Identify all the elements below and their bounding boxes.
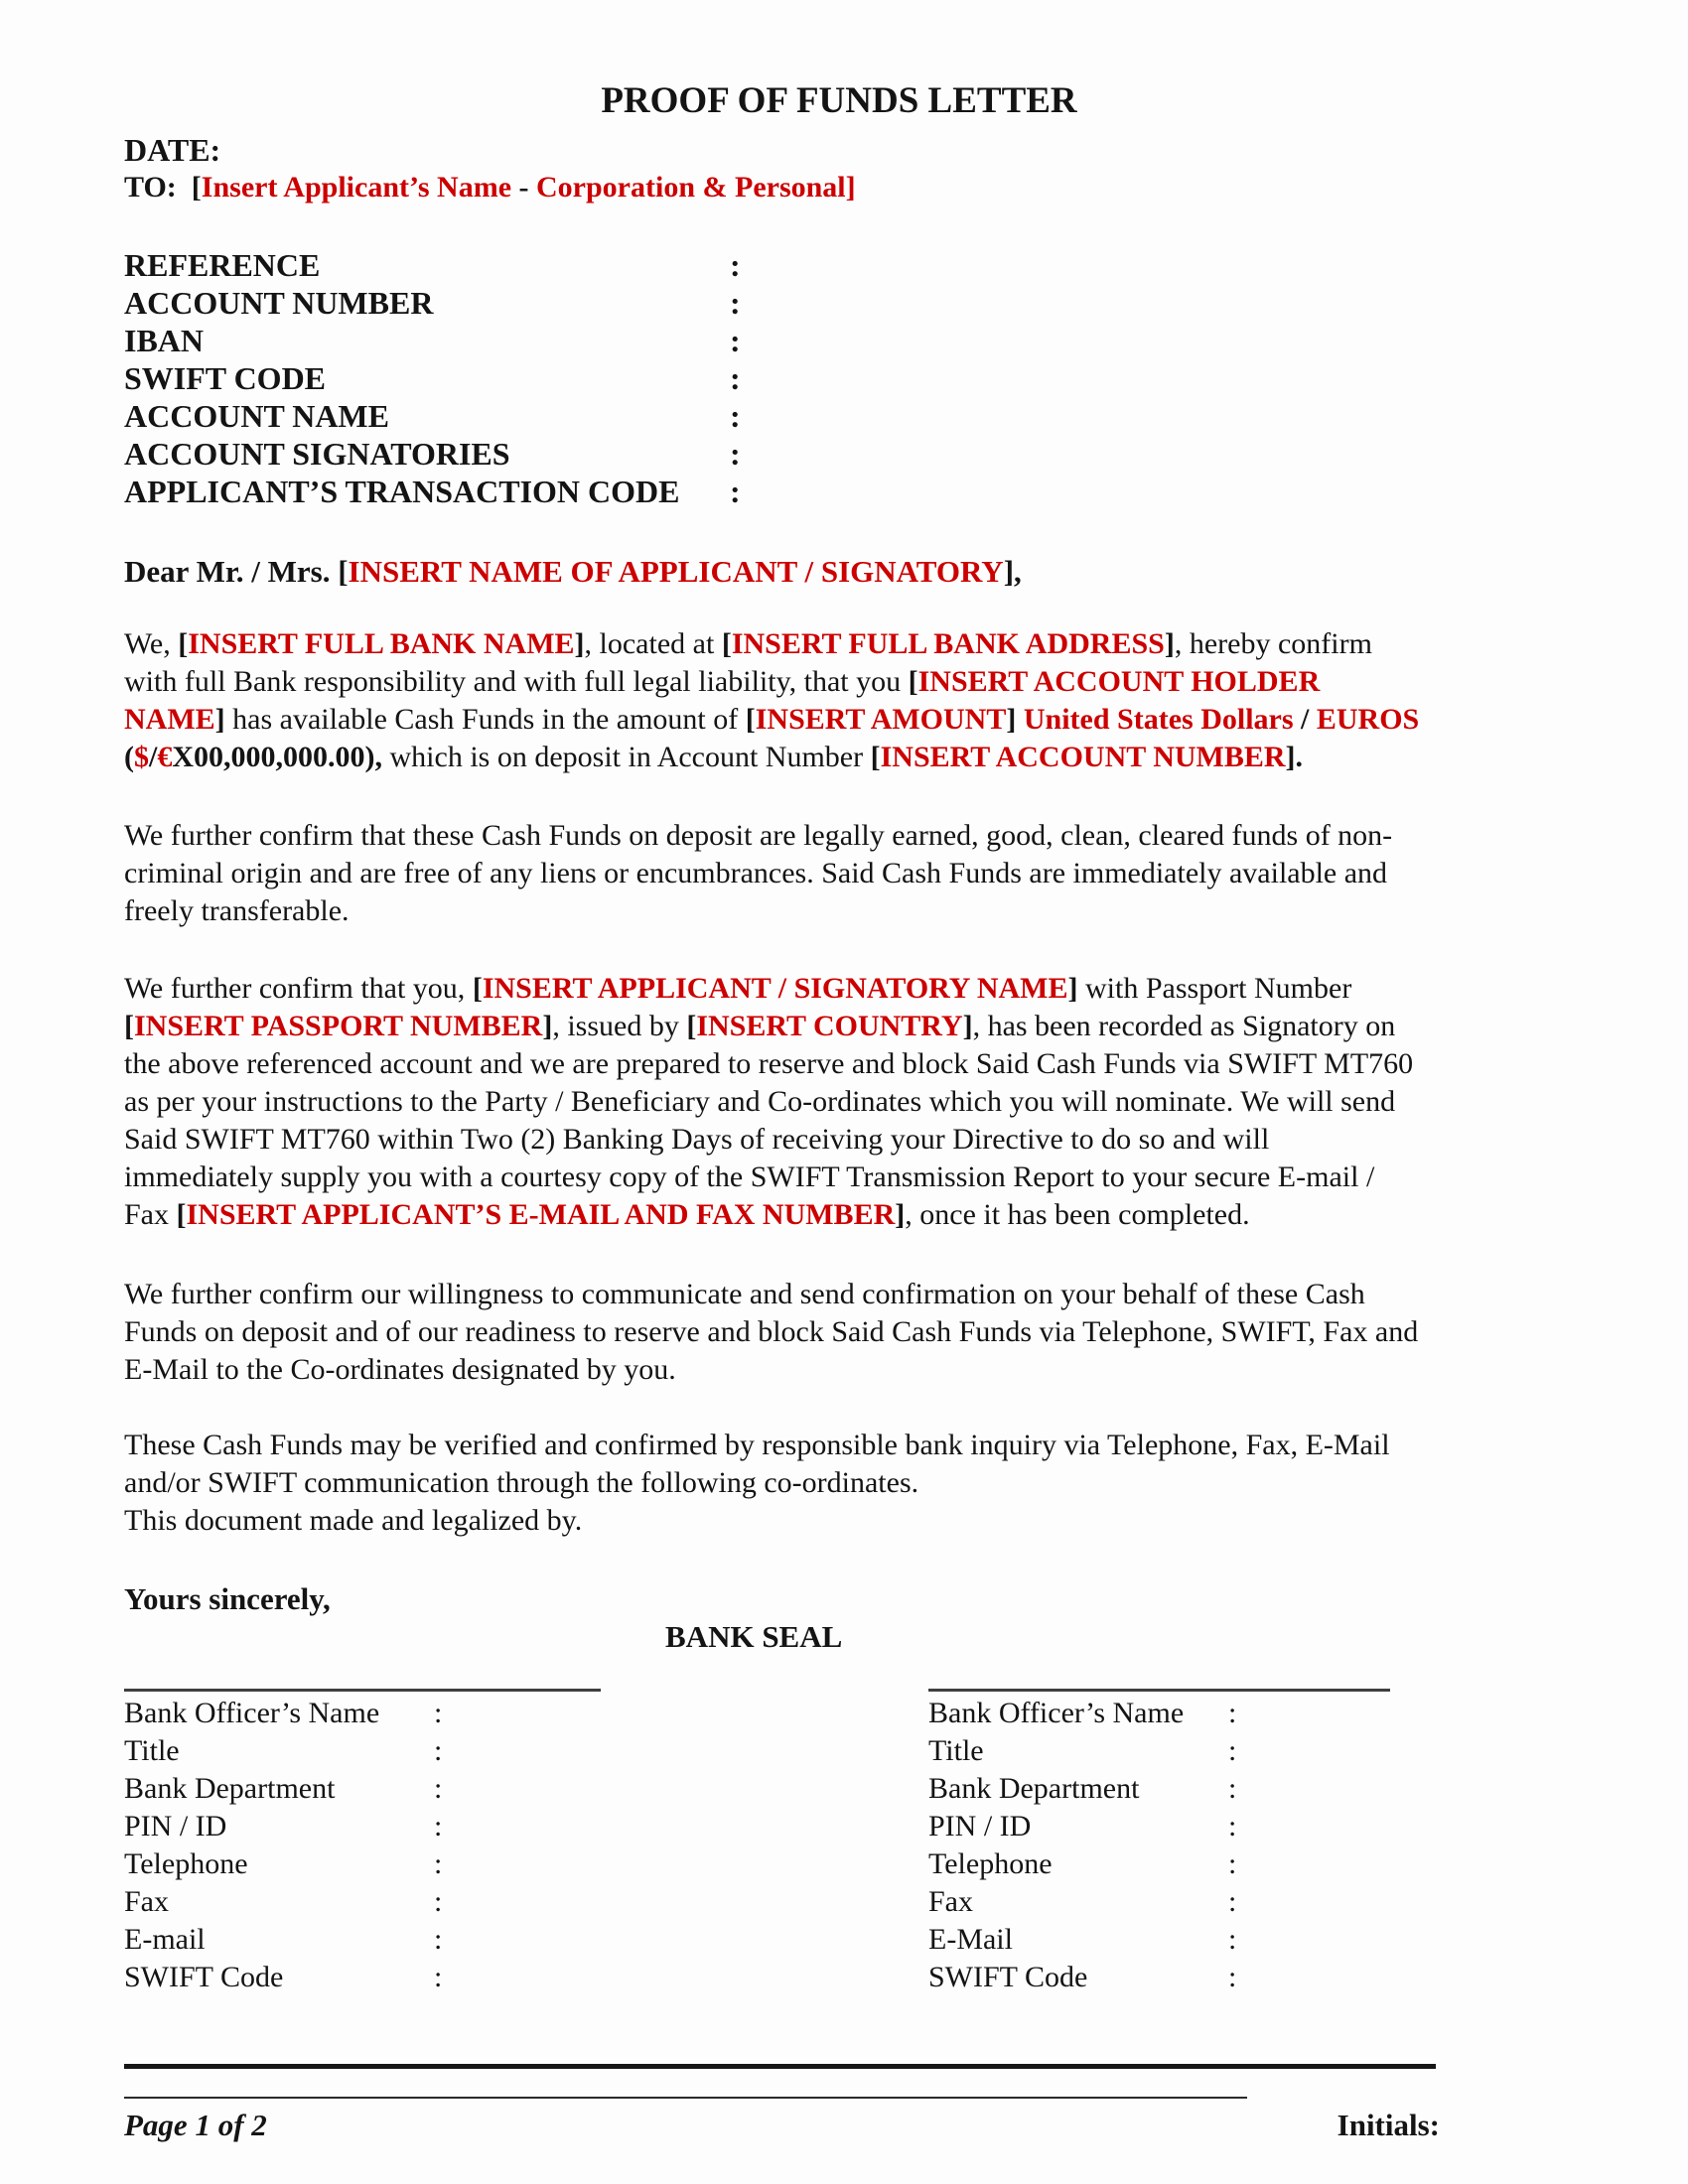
text-line: ($/€X00,000,000.00), which is on deposit in Account Number [INSERT ACCOUNT NUMBER]. [124, 741, 1304, 773]
text-line: Fax [INSERT APPLICANT’S E-MAIL AND FAX NUMBER], once it has been completed. [124, 1198, 1250, 1231]
field-row [124, 473, 1554, 510]
field-colon: : [730, 360, 741, 396]
field-row [124, 1695, 928, 1732]
bottom-rule-thick [124, 2064, 1436, 2069]
field-colon: : [730, 247, 741, 283]
text-line: Said SWIFT MT760 within Two (2) Banking Days of receiving your Directive to do so and will [124, 1123, 1270, 1156]
field-colon: : [730, 474, 741, 509]
yours-sincerely-line: Yours sincerely, [124, 1581, 331, 1616]
bank-seal-label: BANK SEAL [665, 1619, 843, 1654]
field-colon: : [730, 398, 741, 434]
field-label: Bank Officer’s Name [928, 1697, 1185, 1729]
bank-officer-right-column [928, 1695, 1236, 1996]
field-row [928, 1695, 1236, 1732]
field-row [928, 1808, 1236, 1845]
text-line: Funds on deposit and of our readiness to reserve and block Said Cash Funds via Telephone, SWIFT, Fax and [124, 1315, 1419, 1348]
text-line: freely transferable. [124, 894, 350, 927]
field-colon: : [434, 1847, 443, 1880]
field-colon: : [1228, 1923, 1237, 1956]
text-line: Dear Mr. / Mrs. [INSERT NAME OF APPLICANT / SIGNATORY], [124, 554, 1022, 589]
text-line: This document made and legalized by. [124, 1504, 583, 1537]
field-label: ACCOUNT NAME [124, 398, 389, 434]
field-label: ACCOUNT NUMBER [124, 285, 434, 321]
text-line: criminal origin and are free of any liens or encumbrances. Said Cash Funds are immediately available and [124, 857, 1388, 889]
text-line: the above referenced account and we are prepared to reserve and block Said Cash Funds via SWIFT MT760 [124, 1047, 1414, 1080]
field-label: REFERENCE [124, 247, 321, 283]
field-colon: : [1228, 1810, 1237, 1843]
text-line: We further confirm that you, [INSERT APPLICANT / SIGNATORY NAME] with Passport Number [124, 972, 1352, 1005]
field-row [124, 1845, 928, 1883]
field-row [928, 1921, 1236, 1959]
text-line: We further confirm our willingness to communicate and send confirmation on your behalf of these Cash [124, 1278, 1365, 1310]
initials-label: Initials: [1336, 2108, 1440, 2142]
field-row [124, 1921, 928, 1959]
field-label: Bank Department [928, 1772, 1140, 1805]
field-label: Fax [124, 1885, 169, 1918]
field-colon: : [434, 1961, 443, 1993]
page-number-label: Page 1 of 2 [124, 2108, 267, 2142]
field-colon: : [434, 1885, 443, 1918]
field-colon: : [730, 285, 741, 321]
field-row [124, 1732, 928, 1770]
paragraph-signatory-swift [124, 970, 1554, 1234]
field-row [928, 1883, 1236, 1921]
field-colon: : [1228, 1961, 1237, 1993]
field-label: SWIFT CODE [124, 360, 327, 396]
field-label: Fax [928, 1885, 973, 1918]
field-colon: : [1228, 1734, 1237, 1767]
text-line: NAME] has available Cash Funds in the amount of [INSERT AMOUNT] United States Dollars / EUROS [124, 703, 1420, 736]
field-label: E-Mail [928, 1923, 1013, 1956]
field-row [124, 322, 1554, 359]
field-row [124, 246, 1554, 284]
paragraph-verification [124, 1427, 1554, 1540]
text-line: TO: [Insert Applicant’s Name - Corporation & Personal] [124, 171, 856, 204]
text-line: with full Bank responsibility and with full legal liability, that you [INSERT ACCOUNT HOLDER [124, 665, 1321, 698]
field-colon: : [434, 1734, 443, 1767]
bank-officer-columns [124, 1695, 1554, 1996]
field-label: Bank Officer’s Name [124, 1697, 380, 1729]
field-row [928, 1845, 1236, 1883]
field-label: PIN / ID [928, 1810, 1032, 1843]
page-footer [124, 2107, 1554, 2144]
text-line: These Cash Funds may be verified and confirmed by responsible bank inquiry via Telephone, Fax, E-Mail [124, 1429, 1390, 1461]
field-colon: : [434, 1923, 443, 1956]
bank-officer-left-column [124, 1695, 928, 1996]
field-row [928, 1959, 1236, 1996]
field-colon: : [434, 1697, 443, 1729]
field-row [124, 1883, 928, 1921]
text-line: [INSERT PASSPORT NUMBER], issued by [INSERT COUNTRY], has been recorded as Signatory on [124, 1010, 1396, 1042]
document-title: PROOF OF FUNDS LETTER [601, 80, 1077, 121]
paragraph-willingness [124, 1276, 1554, 1389]
field-row [124, 397, 1554, 435]
field-label: Bank Department [124, 1772, 336, 1805]
field-colon: : [434, 1810, 443, 1843]
text-line: We, [INSERT FULL BANK NAME], located at [INSERT FULL BANK ADDRESS], hereby confirm [124, 627, 1372, 660]
field-row [928, 1732, 1236, 1770]
field-colon: : [730, 436, 741, 472]
field-label: Telephone [928, 1847, 1053, 1880]
field-row [124, 1808, 928, 1845]
date-line: DATE: [124, 132, 221, 168]
signature-line-right [928, 1689, 1390, 1692]
field-label: PIN / ID [124, 1810, 227, 1843]
field-colon: : [1228, 1885, 1237, 1918]
field-label: SWIFT Code [124, 1961, 284, 1993]
paragraph-clean-funds [124, 817, 1554, 930]
field-label: SWIFT Code [928, 1961, 1088, 1993]
text-line: immediately supply you with a courtesy copy of the SWIFT Transmission Report to your secure E-mail / [124, 1160, 1375, 1193]
field-colon: : [434, 1772, 443, 1805]
field-row [124, 1959, 928, 1996]
field-colon: : [1228, 1697, 1237, 1729]
signature-line-left [124, 1689, 601, 1692]
field-label: Title [928, 1734, 984, 1767]
signature-lines-row [124, 1689, 1554, 1692]
bottom-rule-thin [124, 2097, 1247, 2099]
text-line: and/or SWIFT communication through the following co-ordinates. [124, 1466, 919, 1499]
reference-fields-block [124, 246, 1554, 510]
field-row [124, 1770, 928, 1808]
field-colon: : [730, 323, 741, 358]
paragraph-bank-confirmation [124, 625, 1554, 776]
field-label: E-mail [124, 1923, 206, 1956]
field-colon: : [1228, 1772, 1237, 1805]
field-label: ACCOUNT SIGNATORIES [124, 436, 510, 472]
salutation-line [124, 553, 1554, 591]
field-colon: : [1228, 1847, 1237, 1880]
text-line: We further confirm that these Cash Funds on deposit are legally earned, good, clean, cleared funds of non- [124, 819, 1393, 852]
field-label: Telephone [124, 1847, 248, 1880]
to-line [124, 169, 1554, 206]
field-row [124, 435, 1554, 473]
text-line: E-Mail to the Co-ordinates designated by you. [124, 1353, 676, 1386]
field-row [124, 359, 1554, 397]
field-row [124, 284, 1554, 322]
letter-content [0, 79, 1688, 2144]
signature-gap [601, 1689, 928, 1692]
field-row [928, 1770, 1236, 1808]
text-line: as per your instructions to the Party / Beneficiary and Co-ordinates which you will nominate. We will send [124, 1085, 1396, 1118]
field-label: APPLICANT’S TRANSACTION CODE [124, 474, 680, 509]
field-label: Title [124, 1734, 180, 1767]
field-label: IBAN [124, 323, 205, 358]
